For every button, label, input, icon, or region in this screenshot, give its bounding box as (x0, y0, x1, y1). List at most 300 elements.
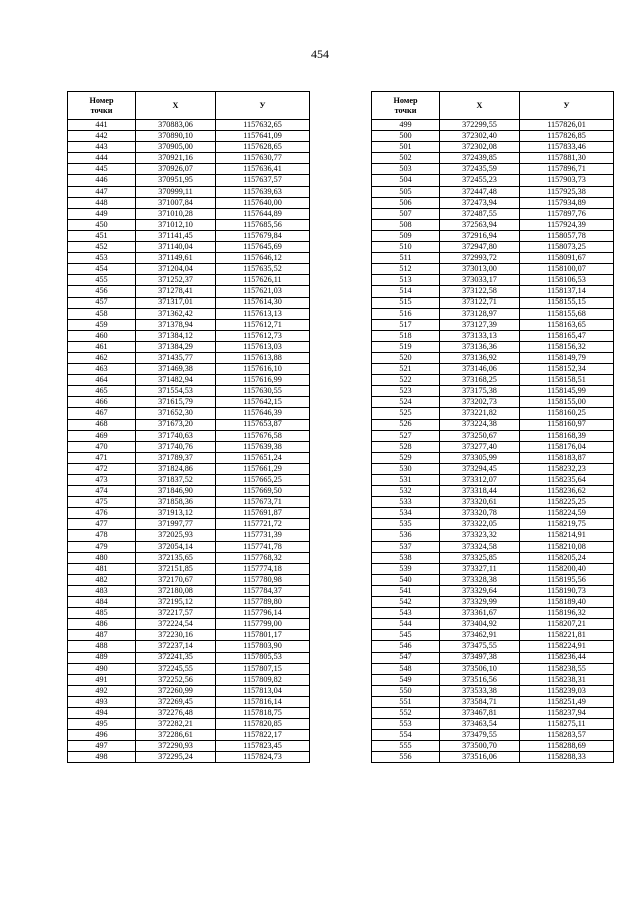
point-number-cell: 521 (372, 364, 440, 375)
table-row (372, 341, 614, 352)
x-cell: 372286,61 (136, 730, 216, 741)
x-cell: 373122,58 (440, 286, 520, 297)
y-cell: 1157803,90 (216, 641, 310, 652)
x-cell: 371673,20 (136, 419, 216, 430)
x-cell: 373033,17 (440, 275, 520, 286)
table-row (372, 131, 614, 142)
y-cell: 1157824,73 (216, 752, 310, 763)
table-row (372, 330, 614, 341)
y-cell: 1157613,03 (216, 341, 310, 352)
y-cell: 1158238,55 (520, 663, 614, 674)
point-number-cell: 464 (68, 375, 136, 386)
x-cell: 372252,56 (136, 674, 216, 685)
table-row (68, 663, 310, 674)
point-number-cell: 522 (372, 375, 440, 386)
y-cell: 1158073,25 (520, 242, 614, 253)
y-cell: 1158183,87 (520, 452, 614, 463)
x-cell: 372473,94 (440, 197, 520, 208)
y-cell: 1158235,64 (520, 475, 614, 486)
point-number-cell: 487 (68, 630, 136, 641)
point-number-cell: 478 (68, 530, 136, 541)
point-number-cell: 491 (68, 674, 136, 685)
x-cell: 371317,01 (136, 297, 216, 308)
point-number-cell: 500 (372, 131, 440, 142)
table-row (68, 707, 310, 718)
x-cell: 371740,76 (136, 441, 216, 452)
table-row (372, 197, 614, 208)
point-number-cell: 467 (68, 408, 136, 419)
point-header-line1: Номер (393, 96, 418, 106)
table-body-left (68, 120, 310, 763)
point-number-cell: 517 (372, 319, 440, 330)
point-number-cell: 454 (68, 264, 136, 275)
x-cell: 372260,99 (136, 685, 216, 696)
point-number-cell: 496 (68, 730, 136, 741)
point-number-cell: 540 (372, 574, 440, 585)
y-cell: 1157741,78 (216, 541, 310, 552)
y-cell: 1157780,98 (216, 574, 310, 585)
y-cell: 1158163,65 (520, 319, 614, 330)
point-number-cell: 457 (68, 297, 136, 308)
point-number-cell: 537 (372, 541, 440, 552)
table-row (68, 497, 310, 508)
point-number-cell: 506 (372, 197, 440, 208)
table-row (372, 430, 614, 441)
point-number-cell: 551 (372, 696, 440, 707)
table-row (68, 452, 310, 463)
x-cell: 373318,44 (440, 486, 520, 497)
point-number-cell: 451 (68, 230, 136, 241)
x-cell: 372299,55 (440, 120, 520, 131)
point-number-cell: 475 (68, 497, 136, 508)
y-cell: 1157897,76 (520, 208, 614, 219)
x-cell: 372135,65 (136, 552, 216, 563)
x-cell: 373475,55 (440, 641, 520, 652)
y-cell: 1157661,29 (216, 463, 310, 474)
point-number-cell: 525 (372, 408, 440, 419)
y-cell: 1157784,37 (216, 585, 310, 596)
table-row (68, 441, 310, 452)
point-number-cell: 510 (372, 242, 440, 253)
y-cell: 1158239,03 (520, 685, 614, 696)
point-number-cell: 484 (68, 597, 136, 608)
x-header: X (440, 92, 520, 120)
y-cell: 1158149,79 (520, 352, 614, 363)
table-row (68, 297, 310, 308)
table-row (68, 153, 310, 164)
table-row (68, 752, 310, 763)
table-row (68, 530, 310, 541)
x-cell: 373127,39 (440, 319, 520, 330)
point-number-cell: 462 (68, 352, 136, 363)
y-cell: 1157613,88 (216, 352, 310, 363)
point-number-cell: 493 (68, 696, 136, 707)
table-row (68, 730, 310, 741)
x-cell: 371846,90 (136, 486, 216, 497)
table-row (68, 120, 310, 131)
y-cell: 1157639,38 (216, 441, 310, 452)
y-cell: 1157616,10 (216, 364, 310, 375)
y-cell: 1157645,69 (216, 242, 310, 253)
point-number-cell: 486 (68, 619, 136, 630)
x-cell: 370905,00 (136, 142, 216, 153)
x-cell: 370890,10 (136, 131, 216, 142)
point-number-cell: 518 (372, 330, 440, 341)
table-row (68, 563, 310, 574)
x-cell: 370951,95 (136, 175, 216, 186)
point-number-cell: 526 (372, 419, 440, 430)
y-cell: 1158205,24 (520, 552, 614, 563)
table-row (372, 463, 614, 474)
table-row (68, 352, 310, 363)
coordinates-table-right (371, 91, 614, 763)
x-cell: 372447,48 (440, 186, 520, 197)
y-cell: 1158224,91 (520, 641, 614, 652)
y-cell: 1158200,40 (520, 563, 614, 574)
table-row (68, 430, 310, 441)
point-number-cell: 547 (372, 652, 440, 663)
table-row (372, 685, 614, 696)
x-cell: 371252,37 (136, 275, 216, 286)
table-row (372, 364, 614, 375)
table-header-row (68, 92, 310, 120)
x-cell: 373479,55 (440, 730, 520, 741)
point-number-cell: 470 (68, 441, 136, 452)
table-row (68, 308, 310, 319)
point-number-cell: 502 (372, 153, 440, 164)
x-cell: 373329,64 (440, 585, 520, 596)
table-row (68, 330, 310, 341)
point-number-cell: 552 (372, 707, 440, 718)
table-row (372, 230, 614, 241)
table-row (372, 375, 614, 386)
point-number-cell: 555 (372, 741, 440, 752)
y-cell: 1158236,44 (520, 652, 614, 663)
x-cell: 371913,12 (136, 508, 216, 519)
point-number-cell: 489 (68, 652, 136, 663)
table-row (372, 297, 614, 308)
y-cell: 1157644,89 (216, 208, 310, 219)
table-row (68, 630, 310, 641)
table-row (68, 674, 310, 685)
point-number-cell: 516 (372, 308, 440, 319)
table-row (68, 641, 310, 652)
point-number-cell: 549 (372, 674, 440, 685)
x-cell: 371469,38 (136, 364, 216, 375)
point-number-cell: 542 (372, 597, 440, 608)
point-number-cell: 476 (68, 508, 136, 519)
y-cell: 1157896,71 (520, 164, 614, 175)
x-cell: 372217,57 (136, 608, 216, 619)
x-cell: 373500,70 (440, 741, 520, 752)
y-cell: 1157768,32 (216, 552, 310, 563)
point-number-cell: 498 (68, 752, 136, 763)
point-number-cell: 448 (68, 197, 136, 208)
point-number-cell: 504 (372, 175, 440, 186)
y-cell: 1157646,12 (216, 253, 310, 264)
table-row (68, 230, 310, 241)
table-row (68, 397, 310, 408)
y-cell: 1158224,59 (520, 508, 614, 519)
y-cell: 1158288,33 (520, 752, 614, 763)
y-cell: 1157679,84 (216, 230, 310, 241)
table-row (372, 574, 614, 585)
table-body-right (372, 120, 614, 763)
point-number-cell: 482 (68, 574, 136, 585)
coordinates-table-left (67, 91, 310, 763)
point-number-cell: 494 (68, 707, 136, 718)
point-number-cell: 554 (372, 730, 440, 741)
y-cell: 1158057,78 (520, 230, 614, 241)
y-cell: 1157833,46 (520, 142, 614, 153)
table-header-row (372, 92, 614, 120)
point-number-cell: 541 (372, 585, 440, 596)
x-cell: 373325,85 (440, 552, 520, 563)
x-cell: 372230,16 (136, 630, 216, 641)
point-number-cell: 473 (68, 475, 136, 486)
point-number-cell: 443 (68, 142, 136, 153)
x-cell: 372241,35 (136, 652, 216, 663)
x-cell: 373584,71 (440, 696, 520, 707)
y-cell: 1158288,69 (520, 741, 614, 752)
y-cell: 1157925,38 (520, 186, 614, 197)
point-number-cell: 469 (68, 430, 136, 441)
y-cell: 1158232,23 (520, 463, 614, 474)
point-header-line2: точки (394, 105, 417, 115)
point-header-line1: Номер (89, 96, 114, 106)
table-row (372, 242, 614, 253)
y-cell: 1158152,34 (520, 364, 614, 375)
point-number-cell: 468 (68, 419, 136, 430)
y-cell: 1157731,39 (216, 530, 310, 541)
table-row (372, 497, 614, 508)
y-cell: 1158214,91 (520, 530, 614, 541)
x-cell: 373250,67 (440, 430, 520, 441)
x-cell: 371615,79 (136, 397, 216, 408)
x-cell: 372563,94 (440, 219, 520, 230)
x-cell: 372282,21 (136, 719, 216, 730)
x-cell: 371482,94 (136, 375, 216, 386)
table-row (372, 452, 614, 463)
y-cell: 1157881,30 (520, 153, 614, 164)
y-cell: 1158176,04 (520, 441, 614, 452)
x-cell: 373146,06 (440, 364, 520, 375)
point-number-cell: 479 (68, 541, 136, 552)
y-cell: 1157621,03 (216, 286, 310, 297)
y-cell: 1157669,50 (216, 486, 310, 497)
y-cell: 1157807,15 (216, 663, 310, 674)
x-cell: 373013,00 (440, 264, 520, 275)
table-row (372, 153, 614, 164)
table-row (68, 186, 310, 197)
x-cell: 371204,04 (136, 264, 216, 275)
point-number-cell: 488 (68, 641, 136, 652)
point-number-cell: 532 (372, 486, 440, 497)
x-cell: 371824,86 (136, 463, 216, 474)
x-cell: 373136,36 (440, 341, 520, 352)
table-row (372, 696, 614, 707)
x-cell: 373221,82 (440, 408, 520, 419)
table-row (372, 441, 614, 452)
y-cell: 1157641,09 (216, 131, 310, 142)
x-cell: 371012,10 (136, 219, 216, 230)
x-cell: 371997,77 (136, 519, 216, 530)
point-number-cell: 481 (68, 563, 136, 574)
y-cell: 1157789,80 (216, 597, 310, 608)
x-cell: 373224,38 (440, 419, 520, 430)
table-row (68, 408, 310, 419)
x-cell: 371362,42 (136, 308, 216, 319)
x-cell: 373202,73 (440, 397, 520, 408)
point-number-cell: 480 (68, 552, 136, 563)
point-number-cell: 442 (68, 131, 136, 142)
table-row (372, 730, 614, 741)
x-cell: 370883,06 (136, 120, 216, 131)
point-number-cell: 466 (68, 397, 136, 408)
y-cell: 1157628,65 (216, 142, 310, 153)
point-number-cell: 495 (68, 719, 136, 730)
x-cell: 373516,56 (440, 674, 520, 685)
y-cell: 1157632,65 (216, 120, 310, 131)
table-row (68, 475, 310, 486)
table-row (372, 475, 614, 486)
table-row (372, 707, 614, 718)
x-cell: 372245,55 (136, 663, 216, 674)
point-number-cell: 449 (68, 208, 136, 219)
x-cell: 373277,40 (440, 441, 520, 452)
x-cell: 373305,99 (440, 452, 520, 463)
table-row (68, 142, 310, 153)
x-header: X (136, 92, 216, 120)
point-number-cell: 461 (68, 341, 136, 352)
y-cell: 1157626,11 (216, 275, 310, 286)
x-cell: 371010,28 (136, 208, 216, 219)
y-cell: 1157796,14 (216, 608, 310, 619)
table-row (372, 397, 614, 408)
table-row (372, 530, 614, 541)
table-row (68, 286, 310, 297)
table-row (372, 175, 614, 186)
point-number-cell: 460 (68, 330, 136, 341)
table-row (372, 641, 614, 652)
y-cell: 1157823,45 (216, 741, 310, 752)
point-number-cell: 492 (68, 685, 136, 696)
table-row (68, 741, 310, 752)
y-cell: 1158155,15 (520, 297, 614, 308)
table-row (372, 652, 614, 663)
point-number-cell: 497 (68, 741, 136, 752)
table-row (68, 253, 310, 264)
x-cell: 370921,16 (136, 153, 216, 164)
table-row (68, 219, 310, 230)
y-cell: 1157612,71 (216, 319, 310, 330)
x-cell: 372302,40 (440, 131, 520, 142)
x-cell: 373320,78 (440, 508, 520, 519)
point-number-cell: 528 (372, 441, 440, 452)
point-number-cell: 543 (372, 608, 440, 619)
table-row (68, 319, 310, 330)
point-number-cell: 529 (372, 452, 440, 463)
x-cell: 373168,25 (440, 375, 520, 386)
table-row (68, 364, 310, 375)
y-cell: 1157612,73 (216, 330, 310, 341)
point-number-header (372, 92, 440, 120)
x-cell: 373323,32 (440, 530, 520, 541)
table-row (372, 120, 614, 131)
y-cell: 1157665,25 (216, 475, 310, 486)
y-cell: 1158100,07 (520, 264, 614, 275)
y-cell: 1158168,39 (520, 430, 614, 441)
table-row (68, 341, 310, 352)
x-cell: 373516,06 (440, 752, 520, 763)
y-cell: 1157903,73 (520, 175, 614, 186)
table-row (372, 275, 614, 286)
y-cell: 1158160,25 (520, 408, 614, 419)
y-cell: 1158221,81 (520, 630, 614, 641)
y-cell: 1158137,14 (520, 286, 614, 297)
y-cell: 1157676,58 (216, 430, 310, 441)
y-cell: 1157826,01 (520, 120, 614, 131)
x-cell: 372151,85 (136, 563, 216, 574)
table-row (372, 219, 614, 230)
x-cell: 372455,23 (440, 175, 520, 186)
table-row (372, 253, 614, 264)
x-cell: 372180,08 (136, 585, 216, 596)
y-cell: 1157616,99 (216, 375, 310, 386)
point-number-cell: 548 (372, 663, 440, 674)
point-number-cell: 546 (372, 641, 440, 652)
table-row (68, 208, 310, 219)
table-row (372, 597, 614, 608)
x-cell: 371652,30 (136, 408, 216, 419)
x-cell: 373320,61 (440, 497, 520, 508)
point-number-cell: 527 (372, 430, 440, 441)
point-number-cell: 453 (68, 253, 136, 264)
x-cell: 373361,67 (440, 608, 520, 619)
x-cell: 372295,24 (136, 752, 216, 763)
y-cell: 1158196,32 (520, 608, 614, 619)
y-cell: 1157924,39 (520, 219, 614, 230)
point-number-cell: 472 (68, 463, 136, 474)
table-row (372, 630, 614, 641)
table-row (68, 585, 310, 596)
x-cell: 371554,53 (136, 386, 216, 397)
table-row (372, 386, 614, 397)
y-cell: 1157805,53 (216, 652, 310, 663)
x-cell: 373133,13 (440, 330, 520, 341)
point-number-cell: 503 (372, 164, 440, 175)
x-cell: 373533,38 (440, 685, 520, 696)
point-number-cell: 450 (68, 219, 136, 230)
y-cell: 1158236,62 (520, 486, 614, 497)
y-cell: 1157613,13 (216, 308, 310, 319)
x-cell: 372302,08 (440, 142, 520, 153)
y-cell: 1158156,32 (520, 341, 614, 352)
point-number-cell: 447 (68, 186, 136, 197)
x-cell: 372993,72 (440, 253, 520, 264)
y-cell: 1157651,24 (216, 452, 310, 463)
table-row (68, 508, 310, 519)
table-row (68, 519, 310, 530)
point-number-cell: 539 (372, 563, 440, 574)
table-row (372, 674, 614, 685)
x-cell: 372170,67 (136, 574, 216, 585)
x-cell: 372237,14 (136, 641, 216, 652)
y-cell: 1158238,31 (520, 674, 614, 685)
x-cell: 371384,29 (136, 341, 216, 352)
y-cell: 1158091,67 (520, 253, 614, 264)
x-cell: 373294,45 (440, 463, 520, 474)
